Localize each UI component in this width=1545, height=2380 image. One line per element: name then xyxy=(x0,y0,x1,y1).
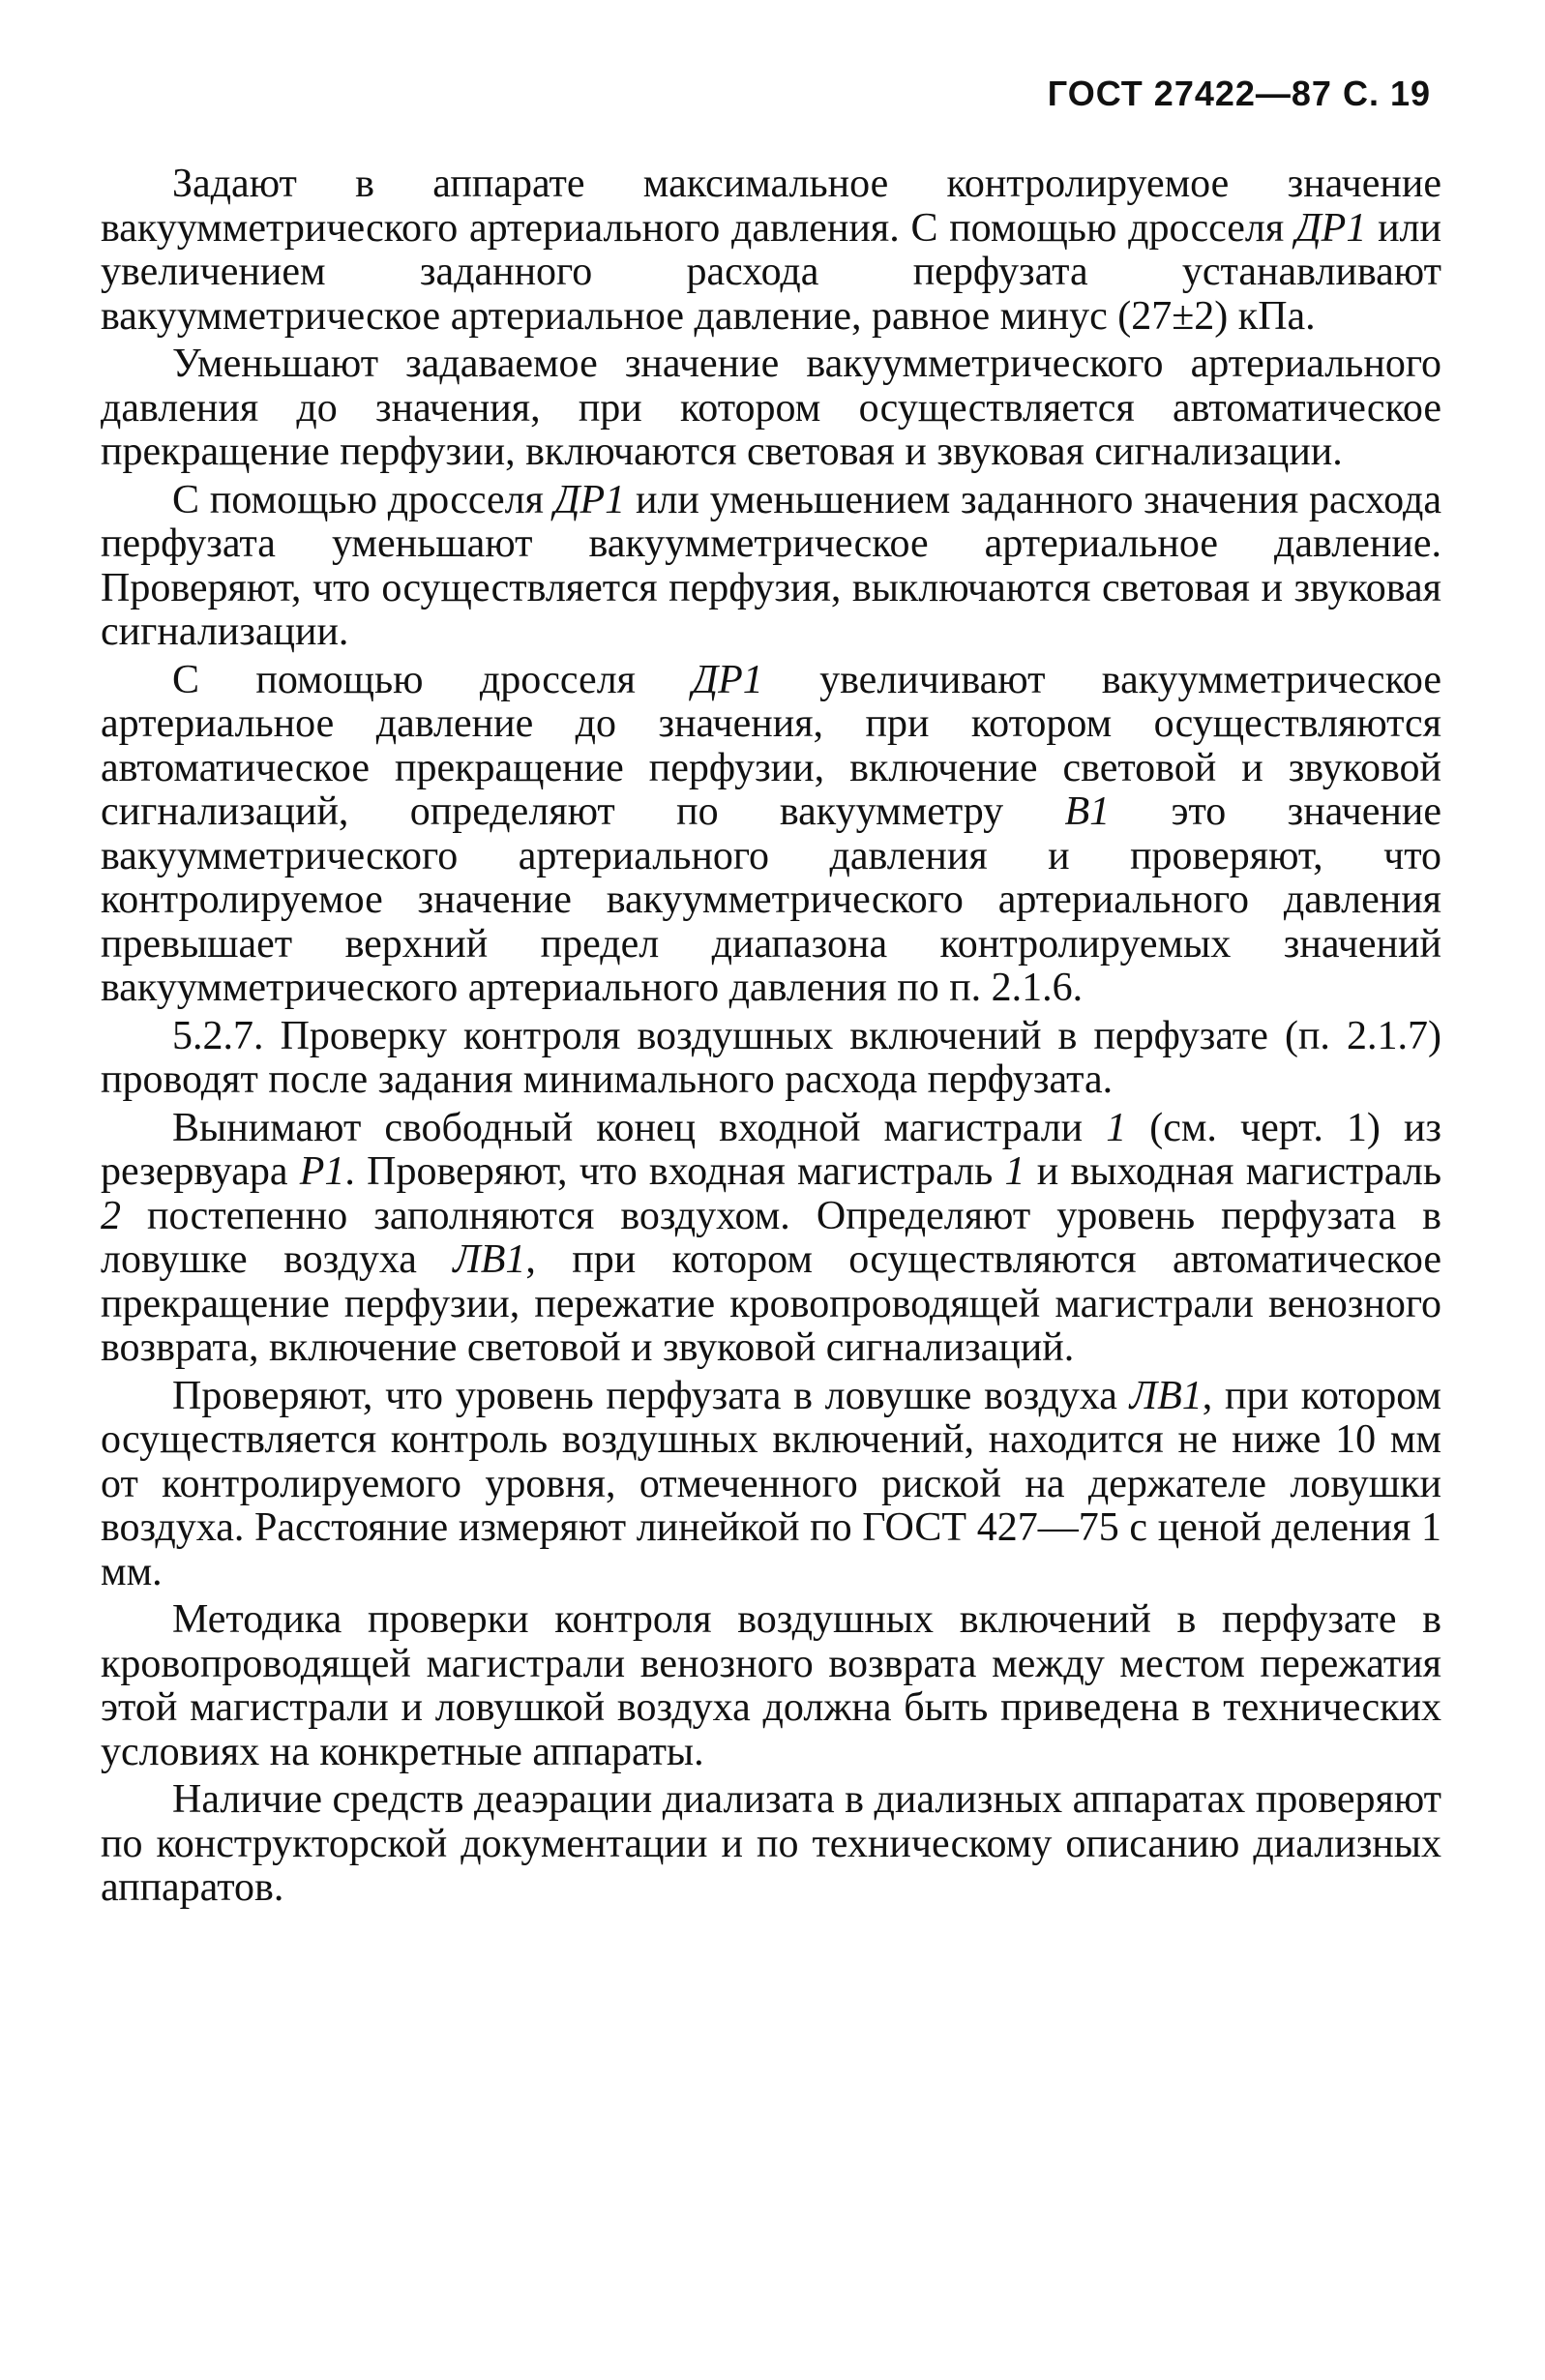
body-text xyxy=(101,163,1441,1915)
paragraph xyxy=(101,1598,1441,1774)
italic-designation: ДР1 xyxy=(1294,205,1367,251)
italic-designation: ДР1 xyxy=(692,657,763,702)
italic-designation: 1 xyxy=(1106,1105,1127,1150)
italic-designation: ЛВ1 xyxy=(453,1237,526,1282)
italic-designation: В1 xyxy=(1064,789,1111,834)
italic-designation: ДР1 xyxy=(553,477,626,522)
text-run: Методика проверки контроля воздушных включений в перфузате в кровопроводящей магистрали венозного возврата между местом пережатия этой магистрали и ловушкой воздуха должна быть приведена в технических условиях на конкретные аппараты. xyxy=(101,1597,1441,1774)
text-run: С помощью дросселя xyxy=(172,657,693,702)
text-run: и выходная магистраль xyxy=(1025,1149,1441,1194)
text-run: Наличие средств деаэрации диализата в диализных аппаратах проверяют по конструкторской документации и по техническому описанию диализных аппаратов. xyxy=(101,1777,1442,1910)
text-run: , при котором осуществляется контроль воздушных включений, находится не ниже 10 мм от контролируемого уровня, отмеченного риской на держателе ловушки воздуха. Расстояние измеряют линейкой по ГОСТ 427—75 с ценой деления 1 мм. xyxy=(101,1373,1441,1594)
text-run: 5.2.7. Проверку контроля воздушных включений в перфузате (п. 2.1.7) проводят после задания минимального расхода перфузата. xyxy=(101,1013,1441,1102)
paragraph xyxy=(101,1107,1441,1371)
italic-designation: 1 xyxy=(1004,1149,1025,1194)
text-run: или увеличением заданного расхода перфузата устанавливают вакуумметрическое артериальное давление, равное минус (27±2) кПа. xyxy=(101,205,1441,339)
text-run: Вынимают свободный конец входной магистрали xyxy=(172,1105,1107,1150)
paragraph xyxy=(101,1375,1441,1595)
italic-designation: ЛВ1 xyxy=(1129,1373,1203,1418)
text-run: (см. черт. 1) из резервуара xyxy=(101,1105,1442,1194)
text-run: это значение вакуумметрического артериального давления и проверяют, что контролируемое значение вакуумметрического артериального давления превышает верхний предел диапазона контролируемых значений вакуумметрического артериального давления по п. 2.1.6. xyxy=(101,789,1441,1010)
text-run: , при котором осуществляются автоматическое прекращение перфузии, пережатие кровопроводящей магистрали венозного возврата, включение световой и звуковой сигнализаций. xyxy=(101,1237,1441,1370)
text-run: . Проверяют, что входная магистраль xyxy=(344,1149,1005,1194)
text-run: Проверяют, что уровень перфузата в ловушке воздуха xyxy=(172,1373,1130,1418)
text-run: Задают в аппарате максимальное контролируемое значение вакуумметрического артериального давления. С помощью дросселя xyxy=(101,162,1441,251)
paragraph xyxy=(101,342,1441,475)
paragraph xyxy=(101,163,1441,339)
paragraph xyxy=(101,1015,1441,1103)
italic-designation: 2 xyxy=(101,1193,121,1238)
text-run: увеличивают вакуумметрическое артериальное давление до значения, при котором осуществляются автоматическое прекращение перфузии, включение световой и звуковой сигнализаций, определяют по вакуумметру xyxy=(101,657,1441,834)
text-run: С помощью дросселя xyxy=(172,477,554,522)
text-run: или уменьшением заданного значения расхода перфузата уменьшают вакуумметрическое артериальное давление. Проверяют, что осуществляется перфузия, выключаются световая и звуковая сигнализации. xyxy=(101,477,1441,654)
paragraph xyxy=(101,479,1441,655)
paragraph xyxy=(101,659,1441,1011)
text-run: Уменьшают задаваемое значение вакуумметрического артериального давления до значения, при котором осуществляется автоматическое прекращение перфузии, включаются световая и звуковая сигнализации. xyxy=(101,342,1441,474)
italic-designation: Р1 xyxy=(299,1149,345,1194)
running-header: ГОСТ 27422—87 С. 19 xyxy=(1047,74,1431,113)
text-run: постепенно заполняются воздухом. Определяют уровень перфузата в ловушке воздуха xyxy=(101,1193,1441,1282)
paragraph xyxy=(101,1778,1441,1911)
